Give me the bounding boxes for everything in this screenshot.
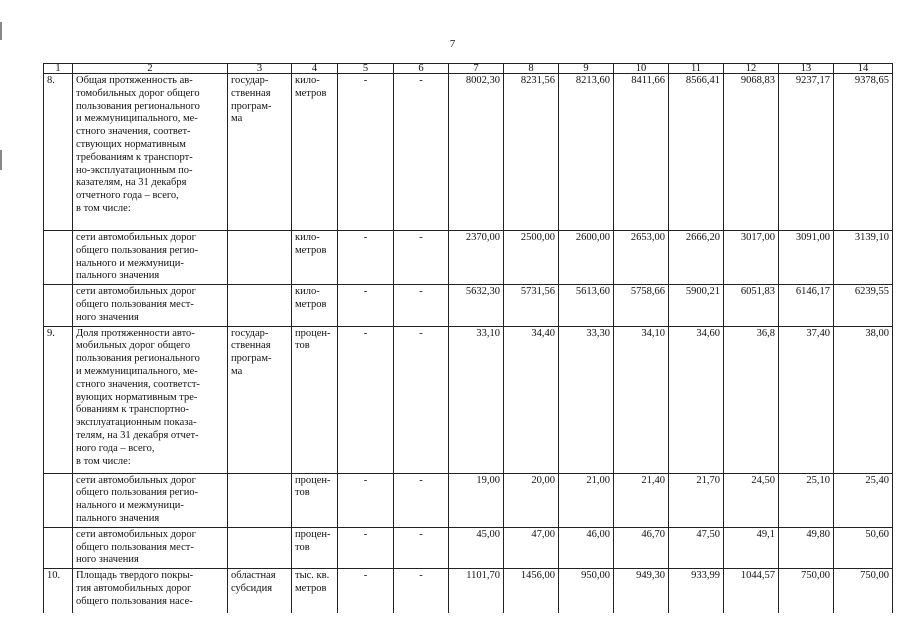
column-5-value [338, 285, 394, 326]
year-value [614, 473, 669, 527]
year-value [724, 74, 779, 231]
year-value-text: 25,40 [865, 474, 889, 486]
year-value [449, 473, 504, 527]
column-5-value [338, 527, 394, 568]
column-number: 5 [338, 64, 394, 74]
unit-of-measure-text: кило- метров [295, 286, 327, 310]
year-value-text: 2666,20 [685, 232, 720, 243]
column-number: 10 [614, 64, 669, 74]
unit-of-measure-text: процен- тов [295, 474, 331, 499]
table-row [44, 527, 893, 568]
year-value-text: 3017,00 [740, 232, 775, 243]
column-6-value [394, 285, 449, 326]
year-value [559, 326, 614, 473]
column-6-value [394, 231, 449, 285]
unit-of-measure [292, 527, 338, 568]
year-value-text: 49,80 [806, 528, 830, 540]
funding-source [228, 473, 292, 527]
year-value-text: 8231,56 [520, 75, 555, 86]
indicator-name-text: сети автомобильных дорог общего пользования мест- ного значения [76, 528, 196, 566]
row-number [44, 569, 73, 613]
year-value-text: 2370,00 [465, 232, 500, 243]
year-value [559, 473, 614, 527]
column-5-value [338, 231, 394, 285]
year-value [669, 231, 724, 285]
year-value-text: 34,40 [531, 327, 555, 339]
year-value [614, 285, 669, 326]
year-value [669, 285, 724, 326]
column-5-value-text: - [363, 528, 368, 540]
year-value-text: 8411,66 [631, 75, 665, 86]
column-6-value-text: - [419, 570, 423, 582]
column-number-row [44, 64, 893, 74]
year-value-text: 47,50 [696, 528, 720, 540]
funding-source [228, 231, 292, 285]
funding-source [228, 74, 292, 231]
year-value [559, 569, 614, 613]
year-value [504, 285, 559, 326]
column-6-value [394, 527, 449, 568]
year-value-text: 46,70 [641, 528, 665, 540]
indicator-name [73, 231, 228, 285]
year-value-text: 8213,60 [575, 75, 610, 86]
year-value [779, 326, 834, 473]
indicators-table [43, 63, 893, 613]
column-6-value-text: - [419, 232, 423, 243]
column-number: 12 [724, 64, 779, 74]
row-number-text: 10. [47, 570, 61, 582]
unit-of-measure [292, 326, 338, 473]
year-value [559, 527, 614, 568]
year-value [504, 231, 559, 285]
year-value [449, 527, 504, 568]
year-value-text: 750,00 [860, 570, 889, 582]
year-value-text: 21,70 [696, 474, 720, 486]
year-value-text: 20,00 [531, 474, 555, 486]
indicator-name-text: сети автомобильных дорог общего пользования мест- ного значения [76, 286, 196, 323]
year-value-text: 33,10 [476, 327, 500, 339]
year-value-text: 21,40 [641, 474, 665, 486]
unit-of-measure [292, 473, 338, 527]
year-value-text: 2500,00 [520, 232, 555, 243]
year-value [504, 326, 559, 473]
column-number: 9 [559, 64, 614, 74]
year-value-text: 1101,70 [466, 570, 500, 582]
unit-of-measure [292, 285, 338, 326]
year-value-text: 45,00 [476, 528, 500, 540]
indicator-name-text: сети автомобильных дорог общего пользования регио- нального и межмуници- пального значения [76, 232, 199, 282]
year-value-text: 2600,00 [575, 232, 610, 243]
column-6-value [394, 326, 449, 473]
year-value-text: 5613,60 [575, 286, 610, 298]
indicator-name-text: сети автомобильных дорог общего пользования регио- нального и межмуници- пального значения [76, 474, 199, 524]
year-value [669, 569, 724, 613]
binding-mark [0, 150, 2, 170]
year-value [834, 569, 893, 613]
year-value [724, 569, 779, 613]
year-value [724, 527, 779, 568]
year-value [779, 527, 834, 568]
year-value-text: 5900,21 [685, 286, 720, 298]
year-value-text: 8002,30 [465, 75, 500, 86]
funding-source [228, 326, 292, 473]
row-number [44, 74, 73, 231]
year-value-text: 6051,83 [740, 286, 775, 298]
column-number: 2 [73, 64, 228, 74]
indicator-name [73, 326, 228, 473]
year-value-text: 19,00 [476, 474, 500, 486]
column-6-value-text: - [419, 474, 423, 486]
year-value-text: 9068,83 [740, 75, 775, 86]
year-value [559, 285, 614, 326]
indicator-name [73, 74, 228, 231]
indicator-name [73, 473, 228, 527]
year-value-text: 5632,30 [465, 286, 500, 298]
year-value-text: 933,99 [691, 570, 720, 582]
column-5-value [338, 569, 394, 613]
year-value [834, 527, 893, 568]
funding-source [228, 527, 292, 568]
column-number: 8 [504, 64, 559, 74]
table-row [44, 231, 893, 285]
unit-of-measure [292, 74, 338, 231]
year-value-text: 50,60 [865, 528, 889, 540]
year-value-text: 9237,17 [795, 75, 830, 86]
year-value-text: 950,00 [581, 570, 610, 582]
row-number [44, 285, 73, 326]
year-value-text: 5731,56 [520, 286, 555, 298]
column-6-value [394, 569, 449, 613]
year-value [559, 74, 614, 231]
column-6-value [394, 473, 449, 527]
year-value [779, 285, 834, 326]
year-value-text: 1044,57 [740, 570, 775, 582]
year-value-text: 6239,55 [854, 286, 889, 298]
column-5-value-text: - [363, 327, 368, 339]
year-value-text: 47,00 [531, 528, 555, 540]
column-number: 11 [669, 64, 724, 74]
funding-source-text: государ- ственная програм- ма [231, 75, 272, 125]
indicator-name-text: Площадь твердого покры- тия автомобильных дорог общего пользования насе- [76, 570, 194, 607]
year-value [504, 527, 559, 568]
unit-of-measure-text: процен- тов [295, 327, 331, 352]
column-number: 14 [834, 64, 893, 74]
year-value-text: 25,10 [806, 474, 830, 486]
column-number: 7 [449, 64, 504, 74]
row-number [44, 473, 73, 527]
column-5-value-text: - [363, 286, 368, 298]
year-value-text: 1456,00 [520, 570, 555, 582]
year-value-text: 33,30 [586, 327, 610, 339]
column-6-value-text: - [419, 327, 423, 339]
funding-source-text: областная субсидия [231, 570, 276, 594]
column-5-value-text: - [363, 570, 368, 582]
year-value-text: 949,30 [636, 570, 665, 582]
column-5-value-text: - [363, 474, 368, 486]
unit-of-measure-text: кило- метров [295, 232, 327, 256]
year-value [834, 285, 893, 326]
column-5-value [338, 326, 394, 473]
year-value [614, 74, 669, 231]
page-number: 7 [449, 38, 456, 50]
year-value-text: 3139,10 [854, 232, 889, 243]
year-value [614, 326, 669, 473]
year-value-text: 37,40 [806, 327, 830, 339]
year-value-text: 9378,65 [854, 75, 889, 86]
year-value [724, 473, 779, 527]
funding-source [228, 569, 292, 613]
year-value [449, 231, 504, 285]
indicator-name-text: Общая протяженность ав- томобильных дорог общего пользования регионального и межмуниципального, ме- стного значения, соответ- ствующих нормативным требованиям к транспорт- но-эксплуатационным по- казателям, на 31 декабря отчетного года – всего, в том числе: [76, 75, 200, 214]
column-number: 13 [779, 64, 834, 74]
year-value [614, 231, 669, 285]
unit-of-measure [292, 231, 338, 285]
year-value [669, 473, 724, 527]
year-value [669, 74, 724, 231]
funding-source [228, 285, 292, 326]
row-number [44, 231, 73, 285]
year-value-text: 34,60 [696, 327, 720, 339]
year-value [779, 74, 834, 231]
column-number: 6 [394, 64, 449, 74]
year-value-text: 5758,66 [630, 286, 665, 298]
column-5-value [338, 473, 394, 527]
year-value [834, 326, 893, 473]
year-value [779, 473, 834, 527]
year-value-text: 36,8 [756, 327, 775, 339]
table-row [44, 74, 893, 231]
table-row [44, 326, 893, 473]
unit-of-measure [292, 569, 338, 613]
year-value [834, 231, 893, 285]
column-6-value-text: - [419, 75, 423, 86]
year-value [834, 74, 893, 231]
year-value-text: 49,1 [756, 528, 775, 540]
year-value [779, 569, 834, 613]
year-value [504, 569, 559, 613]
year-value-text: 3091,00 [795, 232, 830, 243]
year-value [449, 74, 504, 231]
indicator-name [73, 569, 228, 613]
funding-source-text: государ- ственная програм- ма [231, 327, 272, 377]
year-value-text: 21,00 [586, 474, 610, 486]
year-value [614, 569, 669, 613]
column-number: 3 [228, 64, 292, 74]
year-value [724, 326, 779, 473]
year-value [559, 231, 614, 285]
year-value [449, 326, 504, 473]
column-6-value [394, 74, 449, 231]
year-value [449, 285, 504, 326]
year-value-text: 38,00 [865, 327, 889, 339]
column-5-value [338, 74, 394, 231]
row-number [44, 527, 73, 568]
unit-of-measure-text: тыс. кв. метров [295, 570, 330, 594]
unit-of-measure-text: процен- тов [295, 528, 331, 553]
year-value-text: 34,10 [641, 327, 665, 339]
row-number-text: 9. [47, 327, 55, 339]
year-value-text: 2653,00 [630, 232, 665, 243]
column-6-value-text: - [419, 528, 423, 540]
indicator-name-text: Доля протяженности авто- мобильных дорог общего пользования регионального и межмуниципального, ме- стного значения, соответст- вующих нормативным тре- бованиям к транспортно- эксплуатационным показа- телям, на 31 декабря отчет- ного года – всего, в том числе: [76, 327, 200, 467]
year-value-text: 750,00 [801, 570, 830, 582]
year-value-text: 8566,41 [685, 75, 720, 86]
table-row [44, 569, 893, 613]
year-value [504, 473, 559, 527]
year-value [449, 569, 504, 613]
year-value [504, 74, 559, 231]
year-value [669, 326, 724, 473]
year-value-text: 46,00 [586, 528, 610, 540]
row-number [44, 326, 73, 473]
indicator-name [73, 527, 228, 568]
column-5-value-text: - [363, 232, 368, 243]
year-value [669, 527, 724, 568]
year-value [724, 285, 779, 326]
indicator-name [73, 285, 228, 326]
year-value-text: 24,50 [751, 474, 775, 486]
unit-of-measure-text: кило- метров [295, 75, 327, 99]
column-6-value-text: - [419, 286, 423, 298]
row-number-text: 8. [47, 75, 55, 86]
column-number: 4 [292, 64, 338, 74]
table-row [44, 285, 893, 326]
year-value-text: 6146,17 [795, 286, 830, 298]
year-value [834, 473, 893, 527]
table-row [44, 473, 893, 527]
column-number: 1 [44, 64, 73, 74]
year-value [614, 527, 669, 568]
year-value [724, 231, 779, 285]
year-value [779, 231, 834, 285]
column-5-value-text: - [363, 75, 368, 86]
